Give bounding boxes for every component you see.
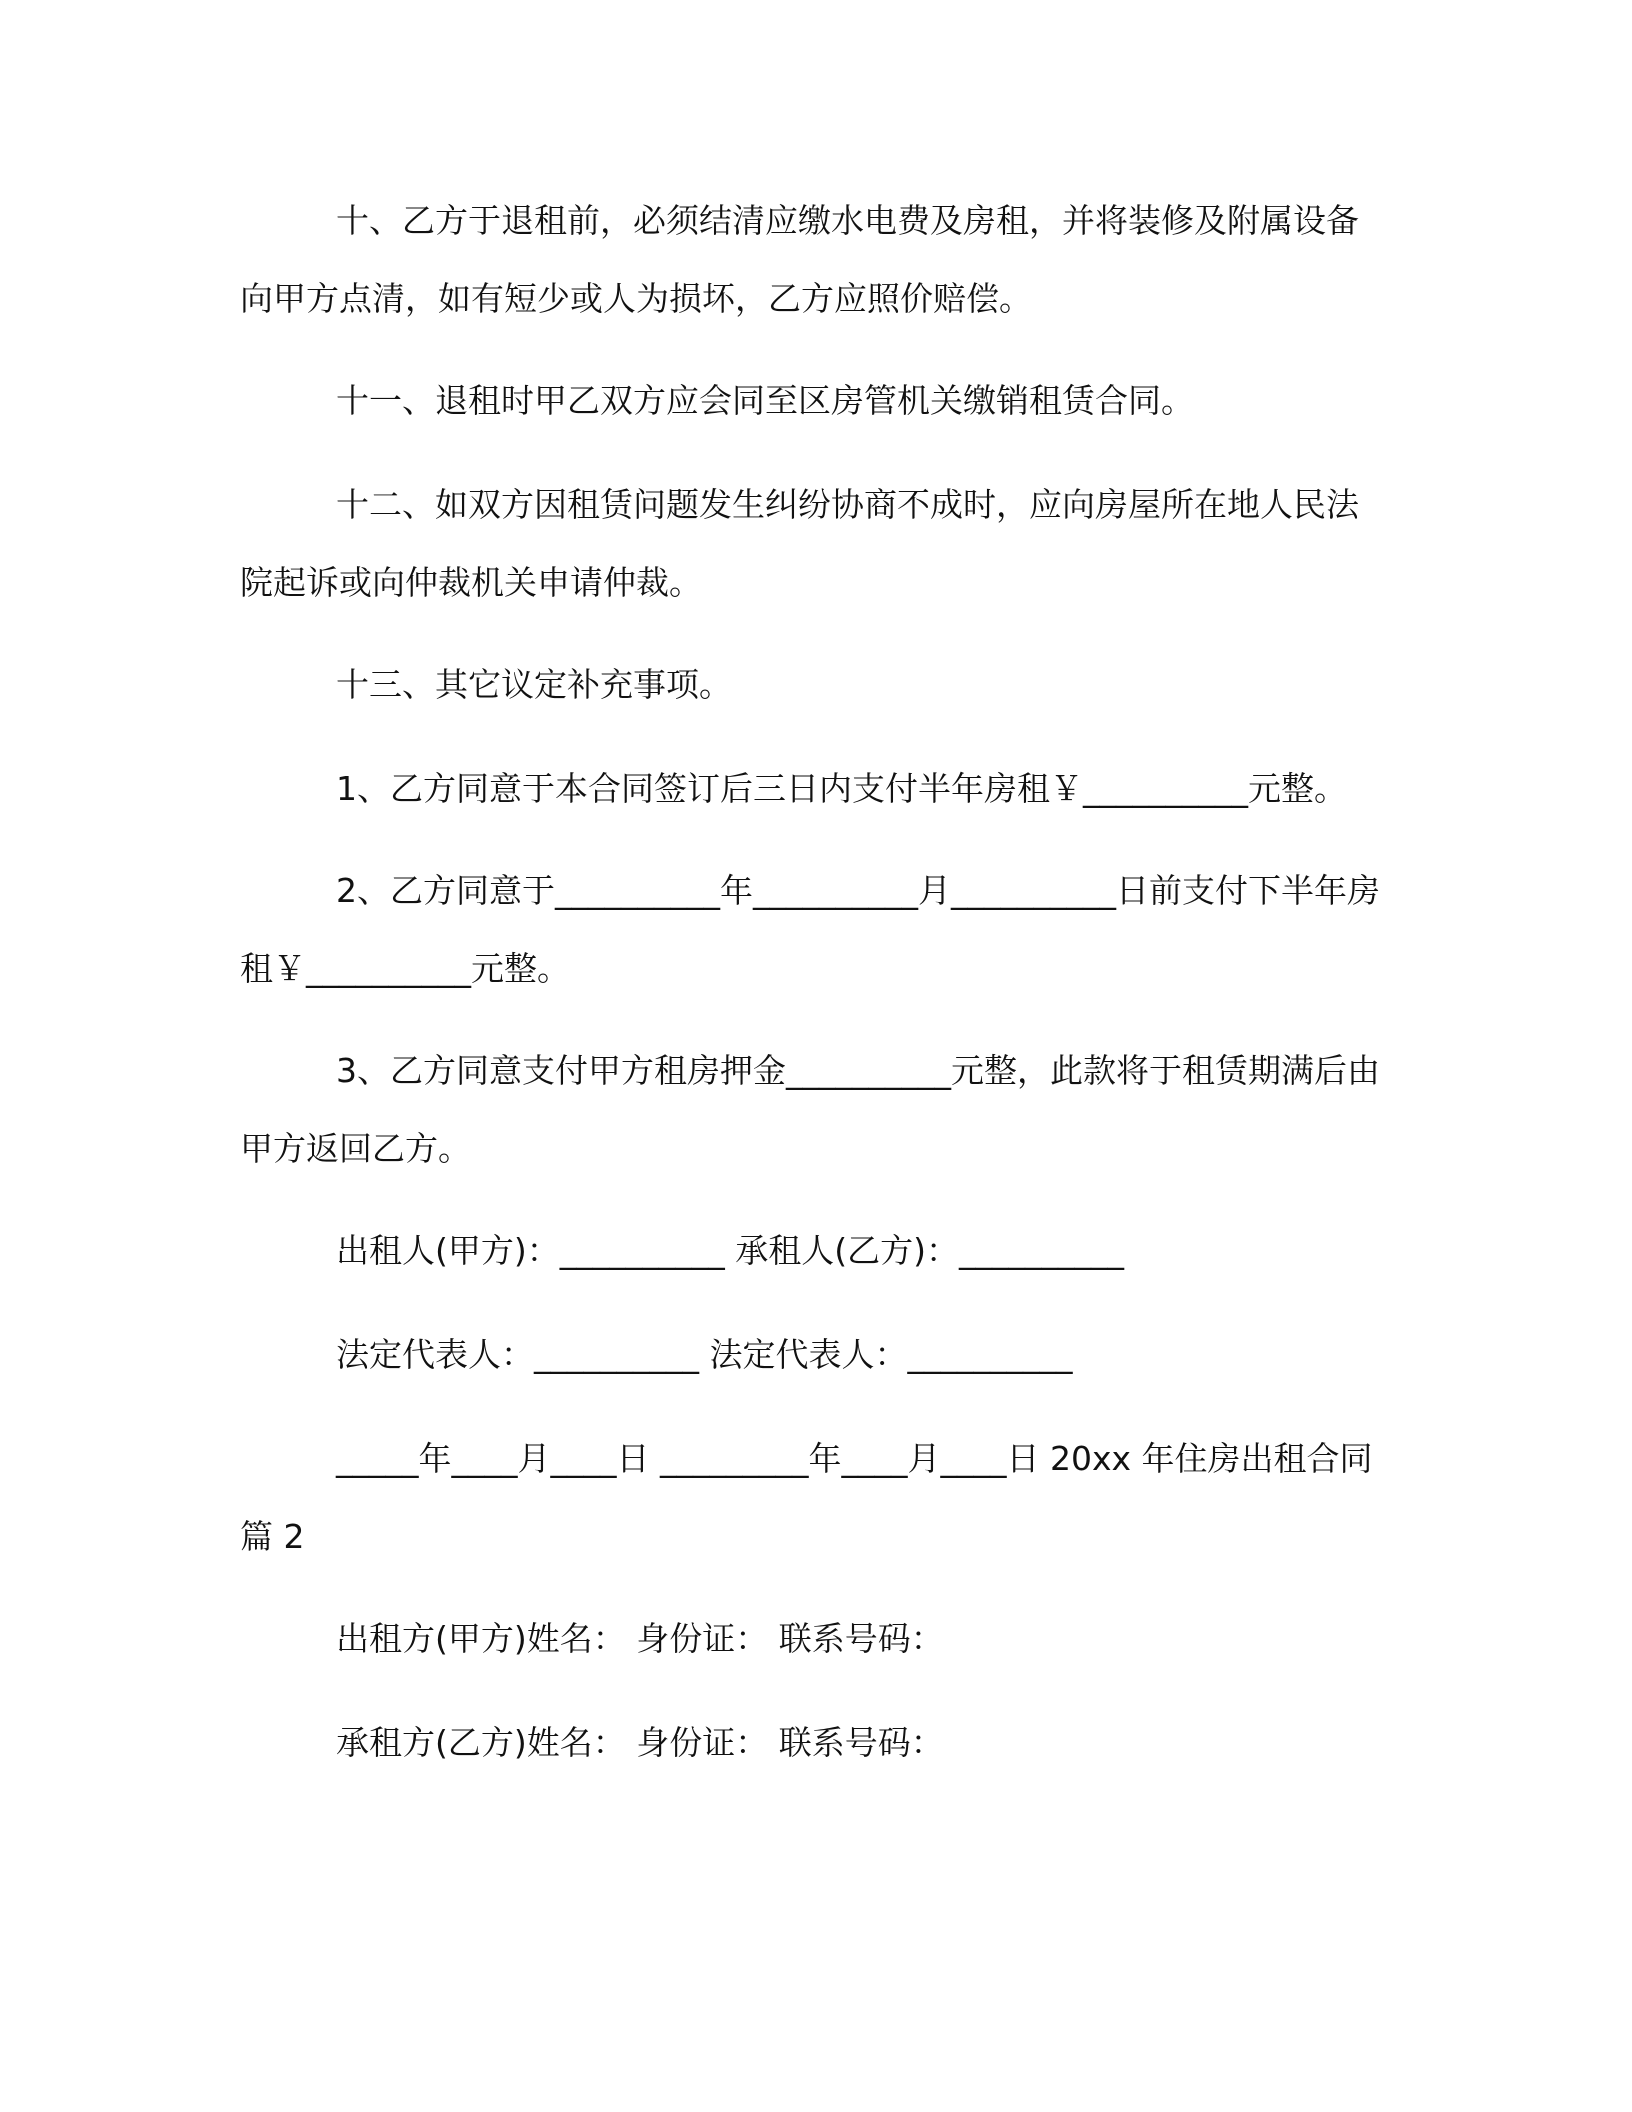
supplement-item-2: 2、乙方同意于__________年__________月__________日前支付下半年房租￥__________元整。 xyxy=(240,871,1380,988)
lessor-info-line: 出租方(甲方)姓名： 身份证： 联系号码： xyxy=(336,1619,944,1658)
clause-13: 十三、其它议定补充事项。 xyxy=(336,665,732,704)
clause-12: 十二、如双方因租赁问题发生纠纷协商不成时，应向房屋所在地人民法院起诉或向仲裁机关申请仲裁。 xyxy=(240,485,1359,602)
lessee-info-line: 承租方(乙方)姓名： 身份证： 联系号码： xyxy=(336,1723,944,1762)
date-and-section-title: _____年____月____日 _________年____月____日 20xx 年住房出租合同 篇 2 xyxy=(240,1439,1373,1556)
legal-representative-line: 法定代表人：__________ 法定代表人：__________ xyxy=(336,1335,1073,1374)
document-body xyxy=(240,182,1380,1808)
signature-parties-line: 出租人(甲方)：__________ 承租人(乙方)：__________ xyxy=(336,1231,1124,1270)
clause-10: 十、乙方于退租前，必须结清应缴水电费及房租，并将装修及附属设备向甲方点清，如有短少或人为损坏，乙方应照价赔偿。 xyxy=(240,201,1359,318)
supplement-item-3: 3、乙方同意支付甲方租房押金__________元整，此款将于租赁期满后由甲方返回乙方。 xyxy=(240,1051,1380,1168)
supplement-item-1: 1、乙方同意于本合同签订后三日内支付半年房租￥__________元整。 xyxy=(336,769,1347,808)
clause-11: 十一、退租时甲乙双方应会同至区房管机关缴销租赁合同。 xyxy=(336,381,1194,420)
